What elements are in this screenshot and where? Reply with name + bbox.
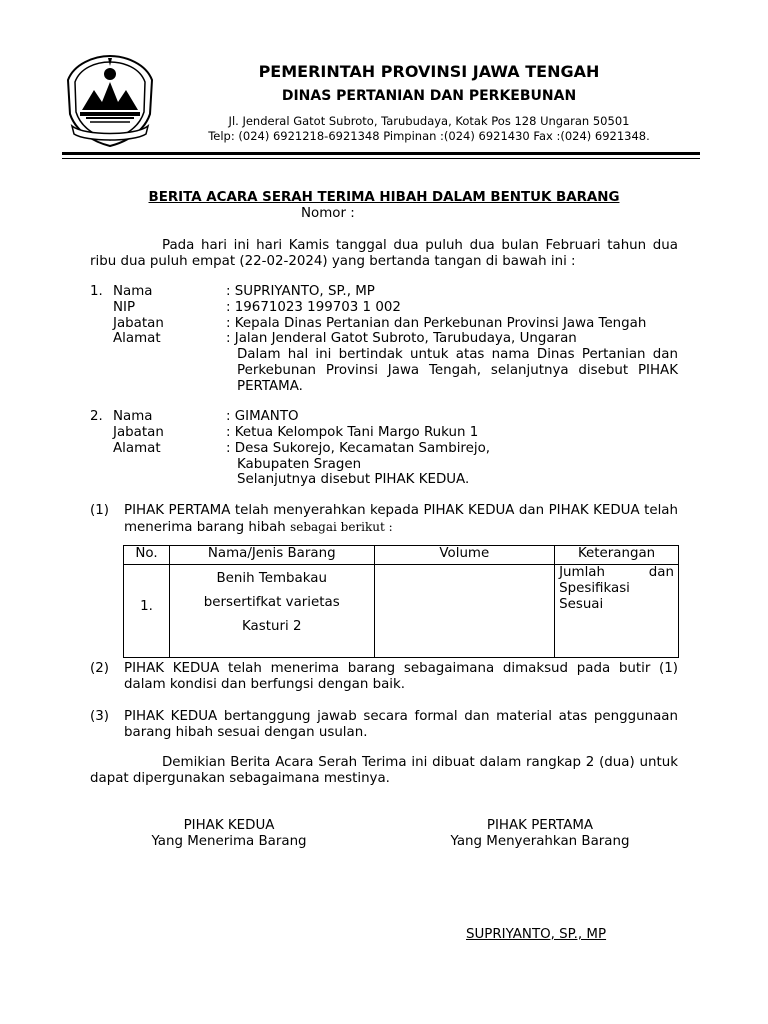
table-header-no: No. (124, 546, 170, 565)
table-cell-keterangan: Jumlah dan Spesifikasi Sesuai (555, 565, 679, 658)
party1-value-alamat: : Jalan Jenderal Gatot Subroto, Tarubudaya, Ungaran (226, 331, 577, 346)
table-header-keterangan: Keterangan (555, 546, 679, 565)
clause2-text: PIHAK KEDUA telah menerima barang sebagaimana dimaksud pada butir (1) dalam kondisi dan berfungsi dengan baik. (124, 661, 678, 692)
party1-label-nama: Nama (113, 284, 153, 299)
clause3-number: (3) (90, 709, 109, 724)
table-cell-no: 1. (124, 565, 170, 658)
signature-right-title: PIHAK PERTAMA (486, 818, 594, 833)
department-phone: Telp: (024) 6921218-6921348 Pimpinan :(024) 6921430 Fax :(024) 6921348. (208, 129, 650, 143)
clause2-number: (2) (90, 661, 109, 676)
party2-designation: Selanjutnya disebut PIHAK KEDUA. (237, 472, 470, 487)
table-header-row (124, 546, 679, 565)
clause3-text: PIHAK KEDUA bertanggung jawab secara formal dan material atas penggunaan barang hibah sesuai dengan usulan. (124, 709, 678, 740)
party1-value-nip: : 19671023 199703 1 002 (226, 300, 401, 315)
letterhead-rule-thick (62, 152, 700, 155)
department-address: Jl. Jenderal Gatot Subroto, Tarubudaya, Kotak Pos 128 Ungaran 50501 (228, 114, 630, 128)
party2-address-line2: Kabupaten Sragen (237, 457, 362, 472)
signature-left-title: PIHAK KEDUA (183, 818, 275, 833)
clause1-number: (1) (90, 503, 109, 518)
letterhead-rule-thin (62, 158, 700, 159)
party1-label-nip: NIP (113, 300, 136, 315)
goods-table (123, 545, 679, 658)
item-line: Kasturi 2 (242, 619, 302, 634)
party2-number: 2. (90, 409, 103, 424)
clause1-text: PIHAK PERTAMA telah menyerahkan kepada PIHAK KEDUA dan PIHAK KEDUA telah menerima barang hibah sebagai berikut : (124, 503, 678, 535)
party1-value-nama: : SUPRIYANTO, SP., MP (226, 284, 375, 299)
party1-label-jabatan: Jabatan (113, 316, 164, 331)
table-cell-volume (374, 565, 555, 658)
table-row (124, 565, 679, 658)
table-header-item: Nama/Jenis Barang (169, 546, 374, 565)
document-number: Nomor : (301, 206, 355, 221)
party2-label-jabatan: Jabatan (113, 425, 164, 440)
party2-value-alamat: : Desa Sukorejo, Kecamatan Sambirejo, (226, 441, 491, 456)
item-line: Benih Tembakau (216, 571, 327, 586)
party2-value-nama: : GIMANTO (226, 409, 299, 424)
department-name: DINAS PERTANIAN DAN PERKEBUNAN (281, 88, 577, 104)
table-cell-item (169, 565, 374, 658)
party2-value-jabatan: : Ketua Kelompok Tani Margo Rukun 1 (226, 425, 479, 440)
closing-paragraph: Demikian Berita Acara Serah Terima ini dibuat dalam rangkap 2 (dua) untuk dapat dipergunakan sebagaimana mestinya. (90, 755, 678, 786)
signature-right-subtitle: Yang Menyerahkan Barang (450, 834, 630, 849)
government-name: PEMERINTAH PROVINSI JAWA TENGAH (258, 62, 600, 81)
party1-number: 1. (90, 284, 103, 299)
signature-left-subtitle: Yang Menerima Barang (151, 834, 307, 849)
signature-right-name: SUPRIYANTO, SP., MP (466, 927, 607, 942)
document-title: BERITA ACARA SERAH TERIMA HIBAH DALAM BENTUK BARANG (148, 190, 620, 205)
party1-description: Dalam hal ini bertindak untuk atas nama Dinas Pertanian dan Perkebunan Provinsi Jawa Tengah, selanjutnya disebut PIHAK PERTAMA. (237, 347, 678, 394)
party1-label-alamat: Alamat (113, 331, 161, 346)
party2-label-nama: Nama (113, 409, 153, 424)
party2-label-alamat: Alamat (113, 441, 161, 456)
party1-value-jabatan: : Kepala Dinas Pertanian dan Perkebunan Provinsi Jawa Tengah (226, 316, 647, 331)
opening-paragraph: Pada hari ini hari Kamis tanggal dua puluh dua bulan Februari tahun dua ribu dua puluh empat (22-02-2024) yang bertanda tangan di bawah ini : (90, 238, 678, 269)
item-line: bersertifkat varietas (203, 595, 340, 610)
table-header-volume: Volume (374, 546, 555, 565)
